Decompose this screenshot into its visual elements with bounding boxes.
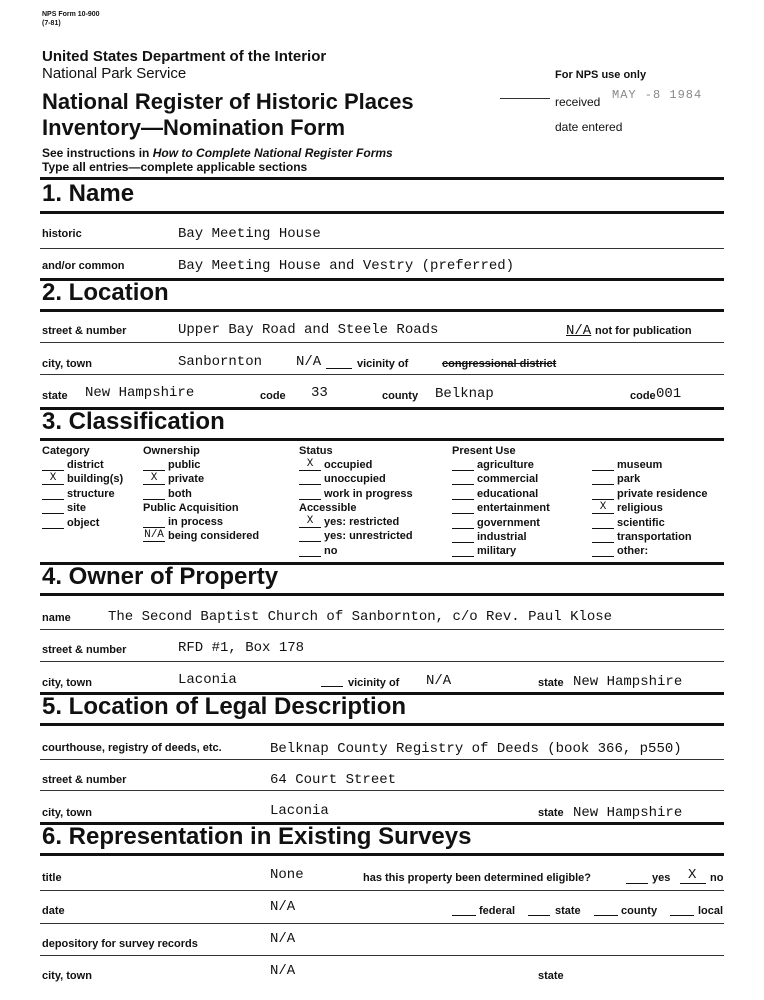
- option-label: private residence: [617, 487, 708, 500]
- owner-state-value: New Hampshire: [573, 674, 683, 690]
- rule: [40, 629, 724, 630]
- option-label: district: [67, 459, 104, 471]
- received-rule: [500, 98, 550, 99]
- legal-state-value: New Hampshire: [573, 805, 683, 821]
- check-mark: [299, 545, 321, 557]
- state-value: New Hampshire: [85, 385, 195, 401]
- survey-title-value: None: [270, 867, 304, 883]
- section-4-title: 4. Owner of Property: [42, 563, 279, 590]
- checkbox-option: [299, 530, 413, 544]
- checkbox-option: [452, 517, 550, 531]
- category-list: [42, 459, 123, 531]
- code-label: code: [260, 390, 286, 402]
- rule: [40, 374, 724, 375]
- courthouse-value: Belknap County Registry of Deeds (book 366, p550): [270, 741, 682, 757]
- legal-state-label: state: [538, 807, 564, 819]
- acquisition-list: [143, 516, 259, 545]
- accessible-list: [299, 516, 413, 559]
- county-value: Belknap: [435, 386, 494, 402]
- present-use-list-1: [452, 459, 550, 560]
- state-blank: [528, 915, 550, 916]
- checkbox-option: [42, 459, 123, 473]
- section-2-title: 2. Location: [42, 279, 169, 306]
- survey-date-label: date: [42, 905, 65, 917]
- checkbox-option: [452, 502, 550, 516]
- checkbox-option: [299, 473, 413, 487]
- county-label: county: [382, 390, 419, 402]
- check-mark: [592, 473, 614, 485]
- nps-use-label: For NPS use only: [555, 69, 647, 81]
- option-label: object: [67, 516, 100, 529]
- check-mark: [42, 488, 64, 500]
- checkbox-option: [42, 502, 123, 516]
- option-label: both: [168, 487, 192, 500]
- survey-title-label: title: [42, 872, 62, 884]
- rule: [40, 890, 724, 891]
- owner-vicinity-label: vicinity of: [348, 677, 400, 689]
- category-heading: Category: [42, 445, 90, 457]
- rule: [40, 790, 724, 791]
- owner-state-label: state: [538, 677, 564, 689]
- check-mark: [592, 488, 614, 500]
- yes-label: yes: [652, 872, 671, 884]
- rule: [40, 211, 724, 214]
- received-label: received: [555, 95, 601, 109]
- check-mark: [452, 488, 474, 500]
- legal-street-value: 64 Court Street: [270, 772, 397, 788]
- option-label: military: [477, 545, 517, 558]
- option-label: site: [67, 502, 86, 515]
- check-mark: [592, 459, 614, 471]
- checkbox-option: [452, 473, 550, 487]
- yes-blank: [626, 883, 648, 884]
- legal-street-label: street & number: [42, 774, 127, 786]
- check-mark: [42, 459, 64, 471]
- state-level-label: state: [555, 905, 581, 917]
- street-value: Upper Bay Road and Steele Roads: [178, 322, 439, 338]
- checkbox-option: [592, 517, 708, 531]
- form-revision: (7-81): [42, 20, 61, 27]
- rule: [40, 309, 724, 312]
- nfp-label: not for publication: [595, 325, 692, 337]
- owner-name-value: The Second Baptist Church of Sanbornton, c/o Rev. Paul Klose: [108, 609, 613, 625]
- option-label: agriculture: [477, 459, 534, 471]
- status-list: [299, 459, 413, 502]
- section-1-title: 1. Name: [42, 180, 135, 207]
- service-name: National Park Service: [42, 65, 187, 82]
- depository-value: N/A: [270, 931, 296, 947]
- check-mark: X: [143, 473, 165, 485]
- present-use-list-2: [592, 459, 708, 560]
- rule: [40, 661, 724, 662]
- survey-state-label: state: [538, 970, 564, 982]
- local-label: local: [698, 905, 724, 917]
- check-mark: [452, 531, 474, 543]
- eligible-question: has this property been determined eligible?: [363, 872, 591, 884]
- option-label: public: [168, 459, 201, 471]
- option-label: work in progress: [324, 487, 413, 500]
- check-mark: [143, 488, 165, 500]
- option-label: unoccupied: [324, 473, 386, 486]
- survey-city-value: N/A: [270, 963, 296, 979]
- checkbox-option: [452, 545, 550, 559]
- no-mark: X: [688, 867, 697, 883]
- common-label: and/or common: [42, 260, 125, 272]
- section-3-title: 3. Classification: [42, 408, 225, 435]
- check-mark: [592, 517, 614, 529]
- option-label: no: [324, 544, 338, 557]
- date-entered-label: date entered: [555, 120, 623, 134]
- checkbox-option: [42, 488, 123, 502]
- check-mark: [452, 459, 474, 471]
- owner-vicinity-value: N/A: [426, 673, 452, 689]
- checkbox-option: [299, 488, 413, 502]
- option-label: transportation: [617, 530, 692, 543]
- option-label: scientific: [617, 516, 665, 529]
- checkbox-option: [452, 459, 550, 473]
- option-label: structure: [67, 487, 115, 500]
- code2-value: 001: [656, 386, 682, 402]
- check-mark: [143, 516, 165, 528]
- owner-name-label: name: [42, 612, 71, 624]
- section-5-title: 5. Location of Legal Description: [42, 693, 407, 720]
- street-label: street & number: [42, 325, 127, 337]
- acquisition-heading: Public Acquisition: [143, 502, 239, 514]
- federal-label: federal: [479, 905, 516, 917]
- legal-city-label: city, town: [42, 807, 92, 819]
- option-label: park: [617, 473, 641, 486]
- check-mark: [452, 502, 474, 514]
- option-label: entertainment: [477, 502, 550, 515]
- checkbox-option: [143, 473, 204, 487]
- code2-label: code: [630, 390, 656, 402]
- ownership-heading: Ownership: [143, 445, 200, 457]
- rule: [40, 955, 724, 956]
- depository-label: depository for survey records: [42, 938, 198, 950]
- rule: [40, 759, 724, 760]
- vicinity-blank: [321, 686, 343, 687]
- option-label: religious: [617, 502, 663, 515]
- nfp-value: N/A: [566, 323, 592, 339]
- option-label: educational: [477, 487, 539, 500]
- owner-city-label: city, town: [42, 677, 92, 689]
- checkbox-option: [592, 502, 708, 516]
- survey-date-value: N/A: [270, 899, 296, 915]
- instructions-line-2: Type all entries—complete applicable sections: [42, 160, 308, 174]
- check-mark: X: [592, 502, 614, 514]
- district-label: congressional district: [442, 358, 557, 370]
- vicinity-label: vicinity of: [357, 358, 409, 370]
- dept-name: United States Department of the Interior: [42, 48, 327, 65]
- historic-label: historic: [42, 228, 82, 240]
- legal-city-value: Laconia: [270, 803, 329, 819]
- city-label: city, town: [42, 358, 92, 370]
- check-mark: [452, 517, 474, 529]
- no-blank: [680, 883, 706, 884]
- no-label: no: [710, 872, 724, 884]
- present-use-heading: Present Use: [452, 445, 516, 457]
- option-label: being considered: [168, 530, 260, 543]
- check-mark: [592, 531, 614, 543]
- code-value: 33: [311, 385, 328, 401]
- rule: [40, 342, 724, 343]
- check-mark: X: [42, 473, 64, 485]
- checkbox-option: [299, 459, 413, 473]
- checkbox-option: [42, 517, 123, 531]
- option-label: occupied: [324, 459, 373, 471]
- option-label: government: [477, 516, 540, 529]
- option-label: yes: restricted: [324, 516, 400, 528]
- ownership-list: [143, 459, 204, 502]
- county-blank: [594, 915, 618, 916]
- checkbox-option: [143, 459, 204, 473]
- check-mark: [299, 530, 321, 542]
- city-value: Sanbornton: [178, 354, 263, 370]
- option-label: industrial: [477, 530, 527, 543]
- form-number: NPS Form 10-900: [42, 11, 100, 18]
- checkbox-option: [452, 531, 550, 545]
- check-mark: [143, 459, 165, 471]
- common-value: Bay Meeting House and Vestry (preferred): [178, 258, 515, 274]
- checkbox-option: [299, 545, 413, 559]
- rule: [40, 248, 724, 249]
- checkbox-option: [42, 473, 123, 487]
- rule: [40, 593, 724, 596]
- option-label: commercial: [477, 473, 539, 486]
- state-label: state: [42, 390, 68, 402]
- rule: [40, 438, 724, 441]
- option-label: in process: [168, 516, 224, 528]
- checkbox-option: [592, 473, 708, 487]
- section-6-title: 6. Representation in Existing Surveys: [42, 823, 472, 850]
- form-title-2: Inventory—Nomination Form: [42, 115, 346, 140]
- checkbox-option: [592, 545, 708, 559]
- checkbox-option: [143, 516, 259, 530]
- owner-city-value: Laconia: [178, 672, 237, 688]
- received-stamp: MAY -8 1984: [612, 88, 703, 102]
- checkbox-option: [592, 459, 708, 473]
- checkbox-option: [452, 488, 550, 502]
- vicinity-blank: [326, 368, 352, 369]
- check-mark: [299, 488, 321, 500]
- option-label: yes: unrestricted: [324, 530, 413, 543]
- option-label: building(s): [67, 473, 124, 486]
- vicinity-value: N/A: [296, 354, 322, 370]
- option-label: private: [168, 473, 205, 486]
- check-mark: X: [299, 516, 321, 528]
- local-blank: [670, 915, 694, 916]
- form-title-1: National Register of Historic Places: [42, 89, 414, 114]
- check-mark: [452, 473, 474, 485]
- rule: [40, 923, 724, 924]
- rule: [40, 853, 724, 856]
- check-mark: [452, 545, 474, 557]
- rule: [40, 177, 724, 180]
- checkbox-option: [143, 530, 259, 544]
- option-label: museum: [617, 459, 663, 471]
- historic-value: Bay Meeting House: [178, 226, 321, 242]
- check-mark: N/A: [144, 529, 164, 542]
- federal-blank: [452, 915, 476, 916]
- option-label: other:: [617, 545, 649, 558]
- rule: [40, 723, 724, 726]
- checkbox-option: [592, 531, 708, 545]
- survey-city-label: city, town: [42, 970, 92, 982]
- owner-street-value: RFD #1, Box 178: [178, 640, 305, 656]
- check-mark: [42, 502, 64, 514]
- checkbox-option: [143, 488, 204, 502]
- status-heading: Status: [299, 445, 333, 457]
- county-level-label: county: [621, 905, 658, 917]
- checkbox-option: [592, 488, 708, 502]
- accessible-heading: Accessible: [299, 502, 357, 514]
- check-mark: [42, 517, 64, 529]
- check-mark: [592, 545, 614, 557]
- instructions-line-1: See instructions in How to Complete National Register Forms: [42, 146, 393, 160]
- check-mark: [299, 473, 321, 485]
- owner-street-label: street & number: [42, 644, 127, 656]
- checkbox-option: [299, 516, 413, 530]
- check-mark: X: [299, 459, 321, 471]
- courthouse-label: courthouse, registry of deeds, etc.: [42, 742, 222, 754]
